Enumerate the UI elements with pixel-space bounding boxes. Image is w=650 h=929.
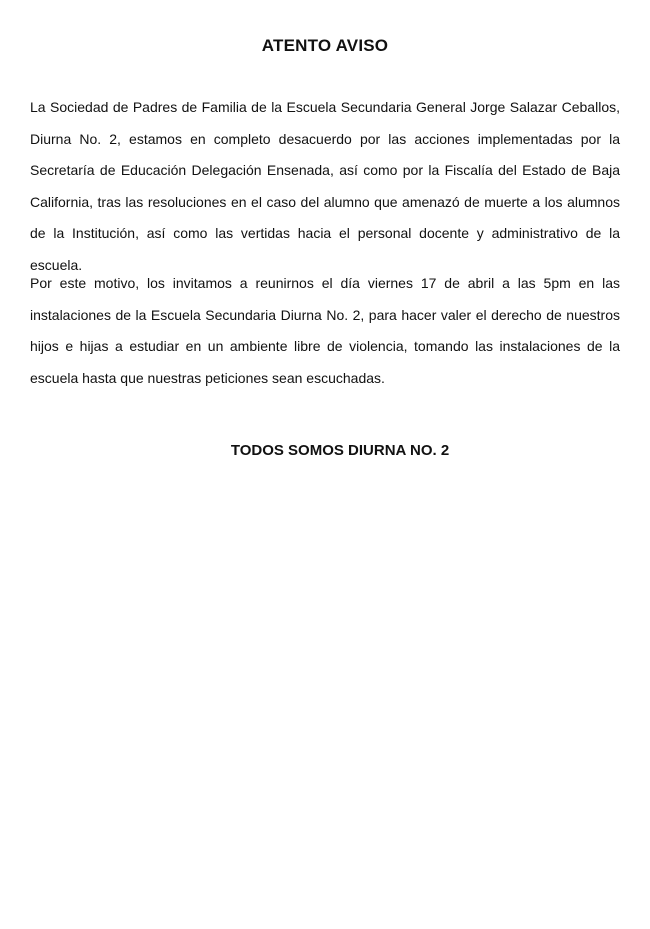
paragraph-invitation: Por este motivo, los invitamos a reunirnos el día viernes 17 de abril a las 5pm en las instalaciones de la Escuela Secundaria Diurna No. 2, para hacer valer el derecho de nuestros hijos e hijas a estudiar en un ambiente libre de violencia, tomando las instalaciones de la escuela hasta que nuestras peticiones sean escuchadas. xyxy=(30,275,620,386)
paragraph-complaint: La Sociedad de Padres de Familia de la Escuela Secundaria General Jorge Salazar Ceballos, Diurna No. 2, estamos en completo desacuerdo por las acciones implementadas por la Secretaría de Educación Delegación Ensenada, así como por la Fiscalía del Estado de Baja California, tras las resoluciones en el caso del alumno que amenazó de muerte a los alumnos de la Institución, así como las vertidas hacia el personal docente y administrativo de la escuela. xyxy=(30,99,620,273)
document-title: ATENTO AVISO xyxy=(261,36,389,55)
closing-slogan: TODOS SOMOS DIURNA NO. 2 xyxy=(230,442,450,459)
